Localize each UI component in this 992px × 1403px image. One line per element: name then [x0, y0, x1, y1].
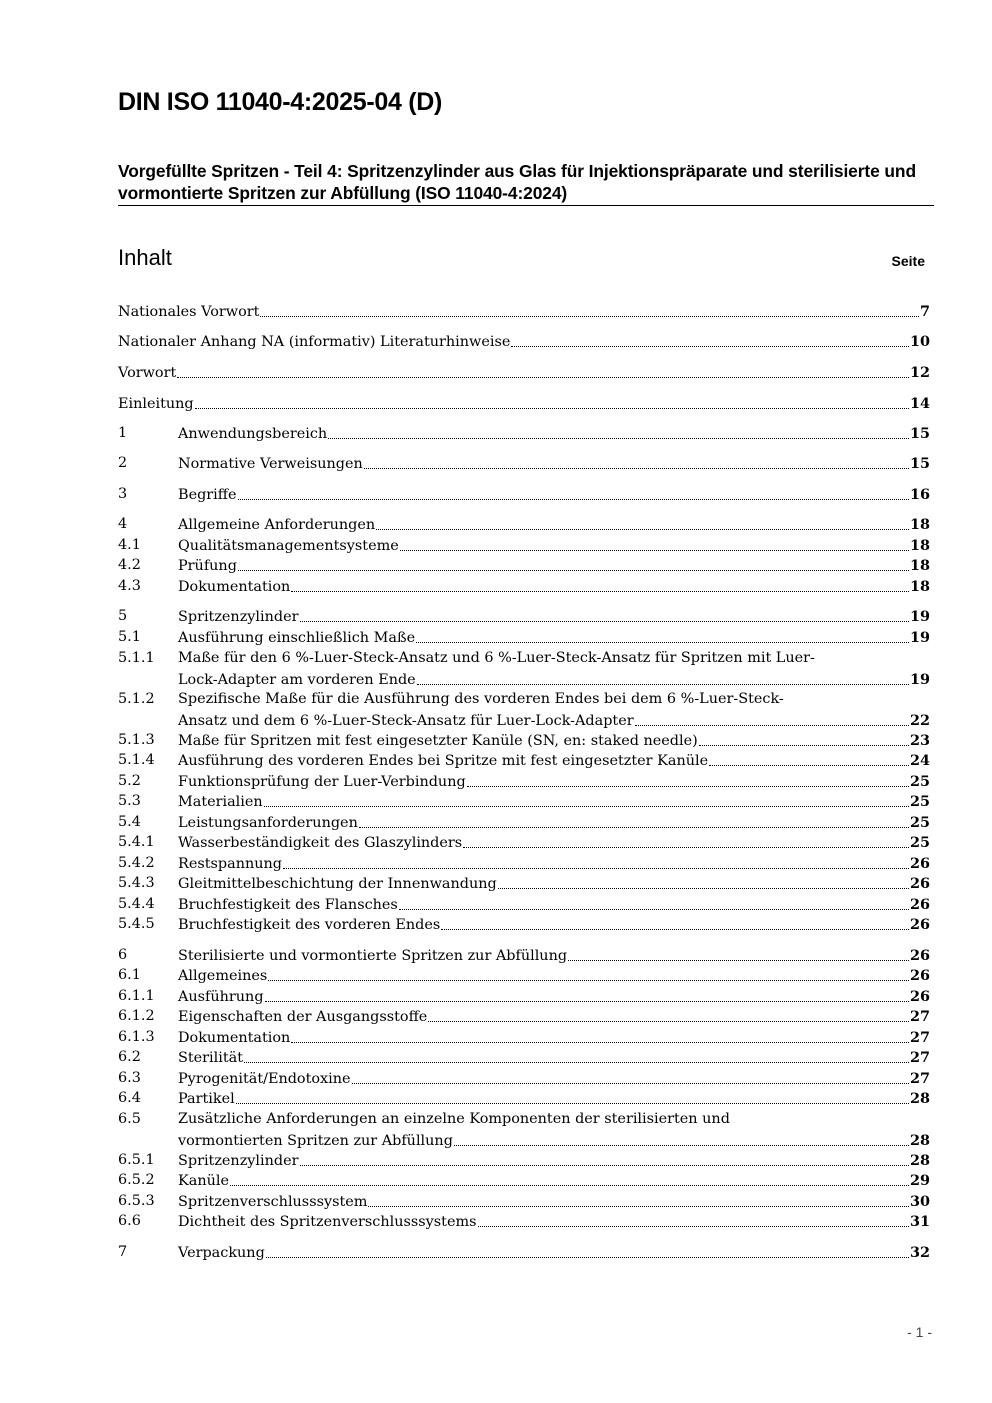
toc-entry-page: 25	[909, 814, 930, 831]
toc-dot-leader	[300, 1164, 909, 1166]
toc-entry[interactable]	[118, 1170, 930, 1191]
toc-dot-leader	[352, 1082, 909, 1084]
toc-entry-label: Allgemeine Anforderungen	[178, 517, 376, 533]
toc-dot-leader	[266, 1256, 909, 1258]
toc-entry-label: Anwendungsbereich	[178, 426, 328, 442]
toc-entry-number: 5.1	[118, 629, 141, 645]
toc-entry-number: 5.2	[118, 773, 141, 789]
toc-entry-label: Nationales Vorwort	[118, 304, 260, 320]
toc-entry-number: 3	[118, 486, 128, 502]
toc-entry-page: 28	[909, 1090, 930, 1107]
toc-entry-number: 5.1.4	[118, 752, 155, 768]
toc-entry-number: 6.5.3	[118, 1193, 155, 1209]
toc-entry-number: 6.3	[118, 1070, 141, 1086]
toc-entry-number: 4.3	[118, 578, 141, 594]
toc-entry[interactable]	[118, 945, 930, 966]
toc-dot-leader	[264, 805, 909, 807]
toc-entry-page: 24	[909, 752, 930, 769]
toc-entry-page: 26	[909, 967, 930, 984]
toc-entry-number: 5.4.2	[118, 855, 155, 871]
toc-entry-page: 32	[909, 1244, 930, 1261]
toc-dot-leader	[709, 764, 909, 766]
toc-entry-number: 6.6	[118, 1213, 141, 1229]
toc-entry-label: Restspannung	[178, 856, 282, 872]
toc-dot-leader	[478, 1225, 909, 1227]
toc-entry-number: 4.2	[118, 557, 141, 573]
toc-dot-leader	[635, 724, 909, 726]
toc-dot-leader	[428, 1020, 909, 1022]
toc-dot-leader	[328, 437, 909, 439]
toc-entry-number: 5.4.3	[118, 875, 155, 891]
toc-entry-page: 16	[909, 486, 930, 503]
toc-page-column-label: Seite	[891, 253, 925, 269]
toc-entry[interactable]	[118, 535, 930, 556]
toc-entry[interactable]	[118, 730, 930, 751]
toc-dot-leader	[238, 498, 909, 500]
toc-entry-label: Qualitätsmanagementsysteme	[178, 538, 399, 554]
toc-entry-page: 27	[909, 1070, 930, 1087]
toc-dot-leader	[416, 641, 909, 643]
toc-dot-leader	[230, 1184, 909, 1186]
toc-entry-page: 14	[909, 395, 930, 412]
toc-dot-leader	[417, 683, 909, 685]
toc-entry-number: 5.1.1	[118, 650, 155, 666]
toc-dot-leader	[359, 826, 909, 828]
toc-entry[interactable]	[118, 1047, 930, 1068]
toc-entry-number: 6.1.3	[118, 1029, 155, 1045]
toc-entry[interactable]	[118, 301, 930, 322]
toc-entry-number: 5.4.1	[118, 834, 155, 850]
toc-dot-leader	[195, 407, 909, 409]
toc-entry-page: 26	[909, 855, 930, 872]
toc-entry-number: 6.2	[118, 1049, 141, 1065]
toc-entry[interactable]	[118, 791, 930, 812]
toc-entry-number: 6.1	[118, 967, 141, 983]
toc-entry-page: 18	[909, 557, 930, 574]
toc-dot-leader	[498, 887, 909, 889]
toc-entry-page: 19	[909, 671, 930, 688]
toc-entry-label: Leistungsanforderungen	[178, 815, 358, 831]
toc-entry-label: Bruchfestigkeit des vorderen Endes	[178, 917, 441, 933]
toc-dot-leader	[265, 1000, 909, 1002]
toc-entry-label: Nationaler Anhang NA (informativ) Literaturhinweise	[118, 334, 511, 350]
toc-entry-number: 2	[118, 455, 128, 471]
toc-entry-page: 28	[909, 1152, 930, 1169]
toc-entry[interactable]	[118, 1006, 930, 1027]
toc-entry-label: Spritzenverschlusssystem	[178, 1194, 368, 1210]
toc-entry-number: 1	[118, 425, 128, 441]
toc-entry-page: 19	[909, 608, 930, 625]
page-number: - 1 -	[907, 1324, 932, 1340]
toc-entry-label: Gleitmittelbeschichtung der Innenwandung	[178, 876, 497, 892]
toc-entry-page: 26	[909, 988, 930, 1005]
toc-entry-number: 5.4	[118, 814, 141, 830]
toc-dot-leader	[400, 549, 909, 551]
toc-entry-label: Wasserbeständigkeit des Glaszylinders	[178, 835, 463, 851]
toc-dot-leader	[244, 1061, 909, 1063]
toc-entry-page: 29	[909, 1172, 930, 1189]
toc-entry[interactable]	[118, 362, 930, 383]
toc-entry[interactable]	[118, 393, 930, 414]
toc-entry[interactable]	[118, 606, 930, 627]
toc-entry-label: Ausführung einschließlich Maße	[178, 630, 416, 646]
toc-entry-page: 26	[909, 875, 930, 892]
toc-entry-page: 27	[909, 1029, 930, 1046]
toc-entry-page: 12	[909, 364, 930, 381]
toc-entry-number: 6	[118, 947, 128, 963]
toc-entry-number: 5.4.5	[118, 916, 155, 932]
toc-dot-leader	[467, 785, 909, 787]
toc-entry-label: Materialien	[178, 794, 263, 810]
toc-dot-leader	[399, 908, 909, 910]
toc-entry-label: Spritzenzylinder	[178, 609, 299, 625]
toc-entry-number: 5.4.4	[118, 896, 155, 912]
toc-entry-page: 27	[909, 1008, 930, 1025]
toc-dot-leader	[441, 928, 909, 930]
toc-dot-leader	[177, 376, 909, 378]
toc-dot-leader	[238, 569, 909, 571]
toc-entry-label: Ansatz und dem 6 %-Luer-Steck-Ansatz für Luer-Lock-Adapter	[178, 713, 634, 729]
toc-entry-page: 15	[909, 425, 930, 442]
toc-entry-number: 6.5.1	[118, 1152, 155, 1168]
toc-entry[interactable]	[118, 484, 930, 505]
toc-dot-leader	[463, 846, 909, 848]
toc-entry[interactable]	[118, 331, 930, 352]
toc-entry-number: 6.1.1	[118, 988, 155, 1004]
toc-entry[interactable]	[118, 555, 930, 576]
toc-entry-number: 5	[118, 608, 128, 624]
toc-entry-label: Einleitung	[118, 396, 194, 412]
toc-entry[interactable]	[118, 648, 930, 690]
toc-entry-label: Normative Verweisungen	[178, 456, 363, 472]
toc-entry-page: 18	[909, 516, 930, 533]
toc-dot-leader	[699, 744, 909, 746]
toc-entry-page: 26	[909, 896, 930, 913]
toc-dot-leader	[511, 345, 909, 347]
toc-entry-number: 4	[118, 516, 128, 532]
toc-dot-leader	[260, 315, 919, 317]
toc-entry-number: 7	[118, 1244, 128, 1260]
toc-entry[interactable]	[118, 873, 930, 894]
toc-entry-label: Kanüle	[178, 1173, 229, 1189]
toc-entry-page: 26	[909, 916, 930, 933]
toc-entry[interactable]	[118, 986, 930, 1007]
toc-entry-label-line1: Maße für den 6 %-Luer-Steck-Ansatz und 6 %-Luer-Steck-Ansatz für Spritzen mit Luer-	[178, 650, 815, 666]
toc-entry[interactable]	[118, 832, 930, 853]
toc-dot-leader	[236, 1102, 909, 1104]
toc-entry[interactable]	[118, 1109, 930, 1151]
toc-entry-number: 6.5.2	[118, 1172, 155, 1188]
toc-entry[interactable]	[118, 771, 930, 792]
document-id: DIN ISO 11040-4:2025-04 (D)	[118, 88, 443, 116]
toc-entry[interactable]	[118, 627, 930, 648]
toc-entry[interactable]	[118, 1068, 930, 1089]
toc-entry-label-line1: Spezifische Maße für die Ausführung des vorderen Endes bei dem 6 %-Luer-Steck-	[178, 691, 784, 707]
toc-entry[interactable]	[118, 1150, 930, 1171]
toc-entry-label-line1: Zusätzliche Anforderungen an einzelne Komponenten der sterilisierten und	[178, 1111, 730, 1127]
toc-entry[interactable]	[118, 965, 930, 986]
toc-entry-page: 26	[909, 947, 930, 964]
toc-entry[interactable]	[118, 514, 930, 535]
toc-entry-page: 27	[909, 1049, 930, 1066]
toc-entry[interactable]	[118, 750, 930, 771]
toc-entry-page: 25	[909, 793, 930, 810]
toc-entry-page: 30	[909, 1193, 930, 1210]
document-title: Vorgefüllte Spritzen - Teil 4: Spritzenzylinder aus Glas für Injektionspräparate und sterilisierte und vormontierte Spritzen zur Abfüllung (ISO 11040-4:2024)	[118, 161, 916, 203]
toc-entry-number: 5.1.2	[118, 691, 155, 707]
toc-entry[interactable]	[118, 1242, 930, 1263]
toc-entry-label: Verpackung	[178, 1245, 265, 1261]
toc-entry[interactable]	[118, 1027, 930, 1048]
toc-entry-label: Vorwort	[118, 365, 177, 381]
toc-entry-page: 25	[909, 834, 930, 851]
toc-entry-page: 18	[909, 537, 930, 554]
toc-dot-leader	[291, 1041, 909, 1043]
toc-dot-leader	[291, 590, 909, 592]
toc-entry-page: 10	[909, 333, 930, 350]
toc-entry-label: Ausführung des vorderen Endes bei Spritze mit fest eingesetzter Kanüle	[178, 753, 709, 769]
toc-entry-label: Bruchfestigkeit des Flansches	[178, 897, 398, 913]
toc-entry-number: 4.1	[118, 537, 141, 553]
toc-entry-number: 6.5	[118, 1111, 141, 1127]
toc-entry[interactable]	[118, 853, 930, 874]
toc-dot-leader	[368, 1205, 909, 1207]
toc-dot-leader	[568, 959, 909, 961]
toc-dot-leader	[364, 467, 909, 469]
toc-entry-page: 18	[909, 578, 930, 595]
toc-dot-leader	[268, 979, 909, 981]
toc-entry-page: 31	[909, 1213, 930, 1230]
toc-entry-label: Prüfung	[178, 558, 237, 574]
toc-entry[interactable]	[118, 894, 930, 915]
toc-dot-leader	[454, 1144, 909, 1146]
toc-entry-page: 7	[919, 303, 930, 320]
toc-entry-label: Spritzenzylinder	[178, 1153, 299, 1169]
toc-entry-page: 23	[909, 732, 930, 749]
toc-entry-number: 5.1.3	[118, 732, 155, 748]
toc-entry-label: Begriffe	[178, 487, 237, 503]
toc-entry-label: Sterilisierte und vormontierte Spritzen zur Abfüllung	[178, 948, 568, 964]
toc-entry-page: 15	[909, 455, 930, 472]
toc-entry-label: Dichtheit des Spritzenverschlusssystems	[178, 1214, 477, 1230]
toc-dot-leader	[283, 867, 909, 869]
toc-entry-page: 25	[909, 773, 930, 790]
toc-entry-label: vormontierten Spritzen zur Abfüllung	[178, 1133, 453, 1149]
toc-entry[interactable]	[118, 1211, 930, 1232]
toc-entry-label: Funktionsprüfung der Luer-Verbindung	[178, 774, 466, 790]
toc-heading: Inhalt	[118, 245, 172, 270]
toc-entry-number: 5.3	[118, 793, 141, 809]
toc-entry-label: Ausführung	[178, 989, 264, 1005]
toc-entry-label: Dokumentation	[178, 1030, 291, 1046]
toc-entry[interactable]	[118, 1088, 930, 1109]
toc-entry-label: Maße für Spritzen mit fest eingesetzter Kanüle (SN, en: staked needle)	[178, 733, 698, 749]
toc-entry-label: Eigenschaften der Ausgangsstoffe	[178, 1009, 428, 1025]
toc-entry[interactable]	[118, 914, 930, 935]
toc-entry-label: Allgemeines	[178, 968, 268, 984]
toc-entry-label: Pyrogenität/Endotoxine	[178, 1071, 351, 1087]
toc-entry[interactable]	[118, 423, 930, 444]
toc-dot-leader	[300, 620, 909, 622]
toc-entry[interactable]	[118, 453, 930, 474]
toc-entry[interactable]	[118, 812, 930, 833]
toc-entry-number: 6.4	[118, 1090, 141, 1106]
toc-entry-page: 19	[909, 629, 930, 646]
toc-entry-page: 28	[909, 1132, 930, 1149]
toc-entry[interactable]	[118, 576, 930, 597]
toc-entry-label: Partikel	[178, 1091, 235, 1107]
toc-dot-leader	[376, 528, 909, 530]
toc-entry-page: 22	[909, 712, 930, 729]
toc-entry[interactable]	[118, 1191, 930, 1212]
toc-entry-label: Dokumentation	[178, 579, 291, 595]
toc-entry-label: Sterilität	[178, 1050, 243, 1066]
toc-entry-label: Lock-Adapter am vorderen Ende	[178, 672, 416, 688]
toc-entry-number: 6.1.2	[118, 1008, 155, 1024]
toc-entry[interactable]	[118, 689, 930, 731]
